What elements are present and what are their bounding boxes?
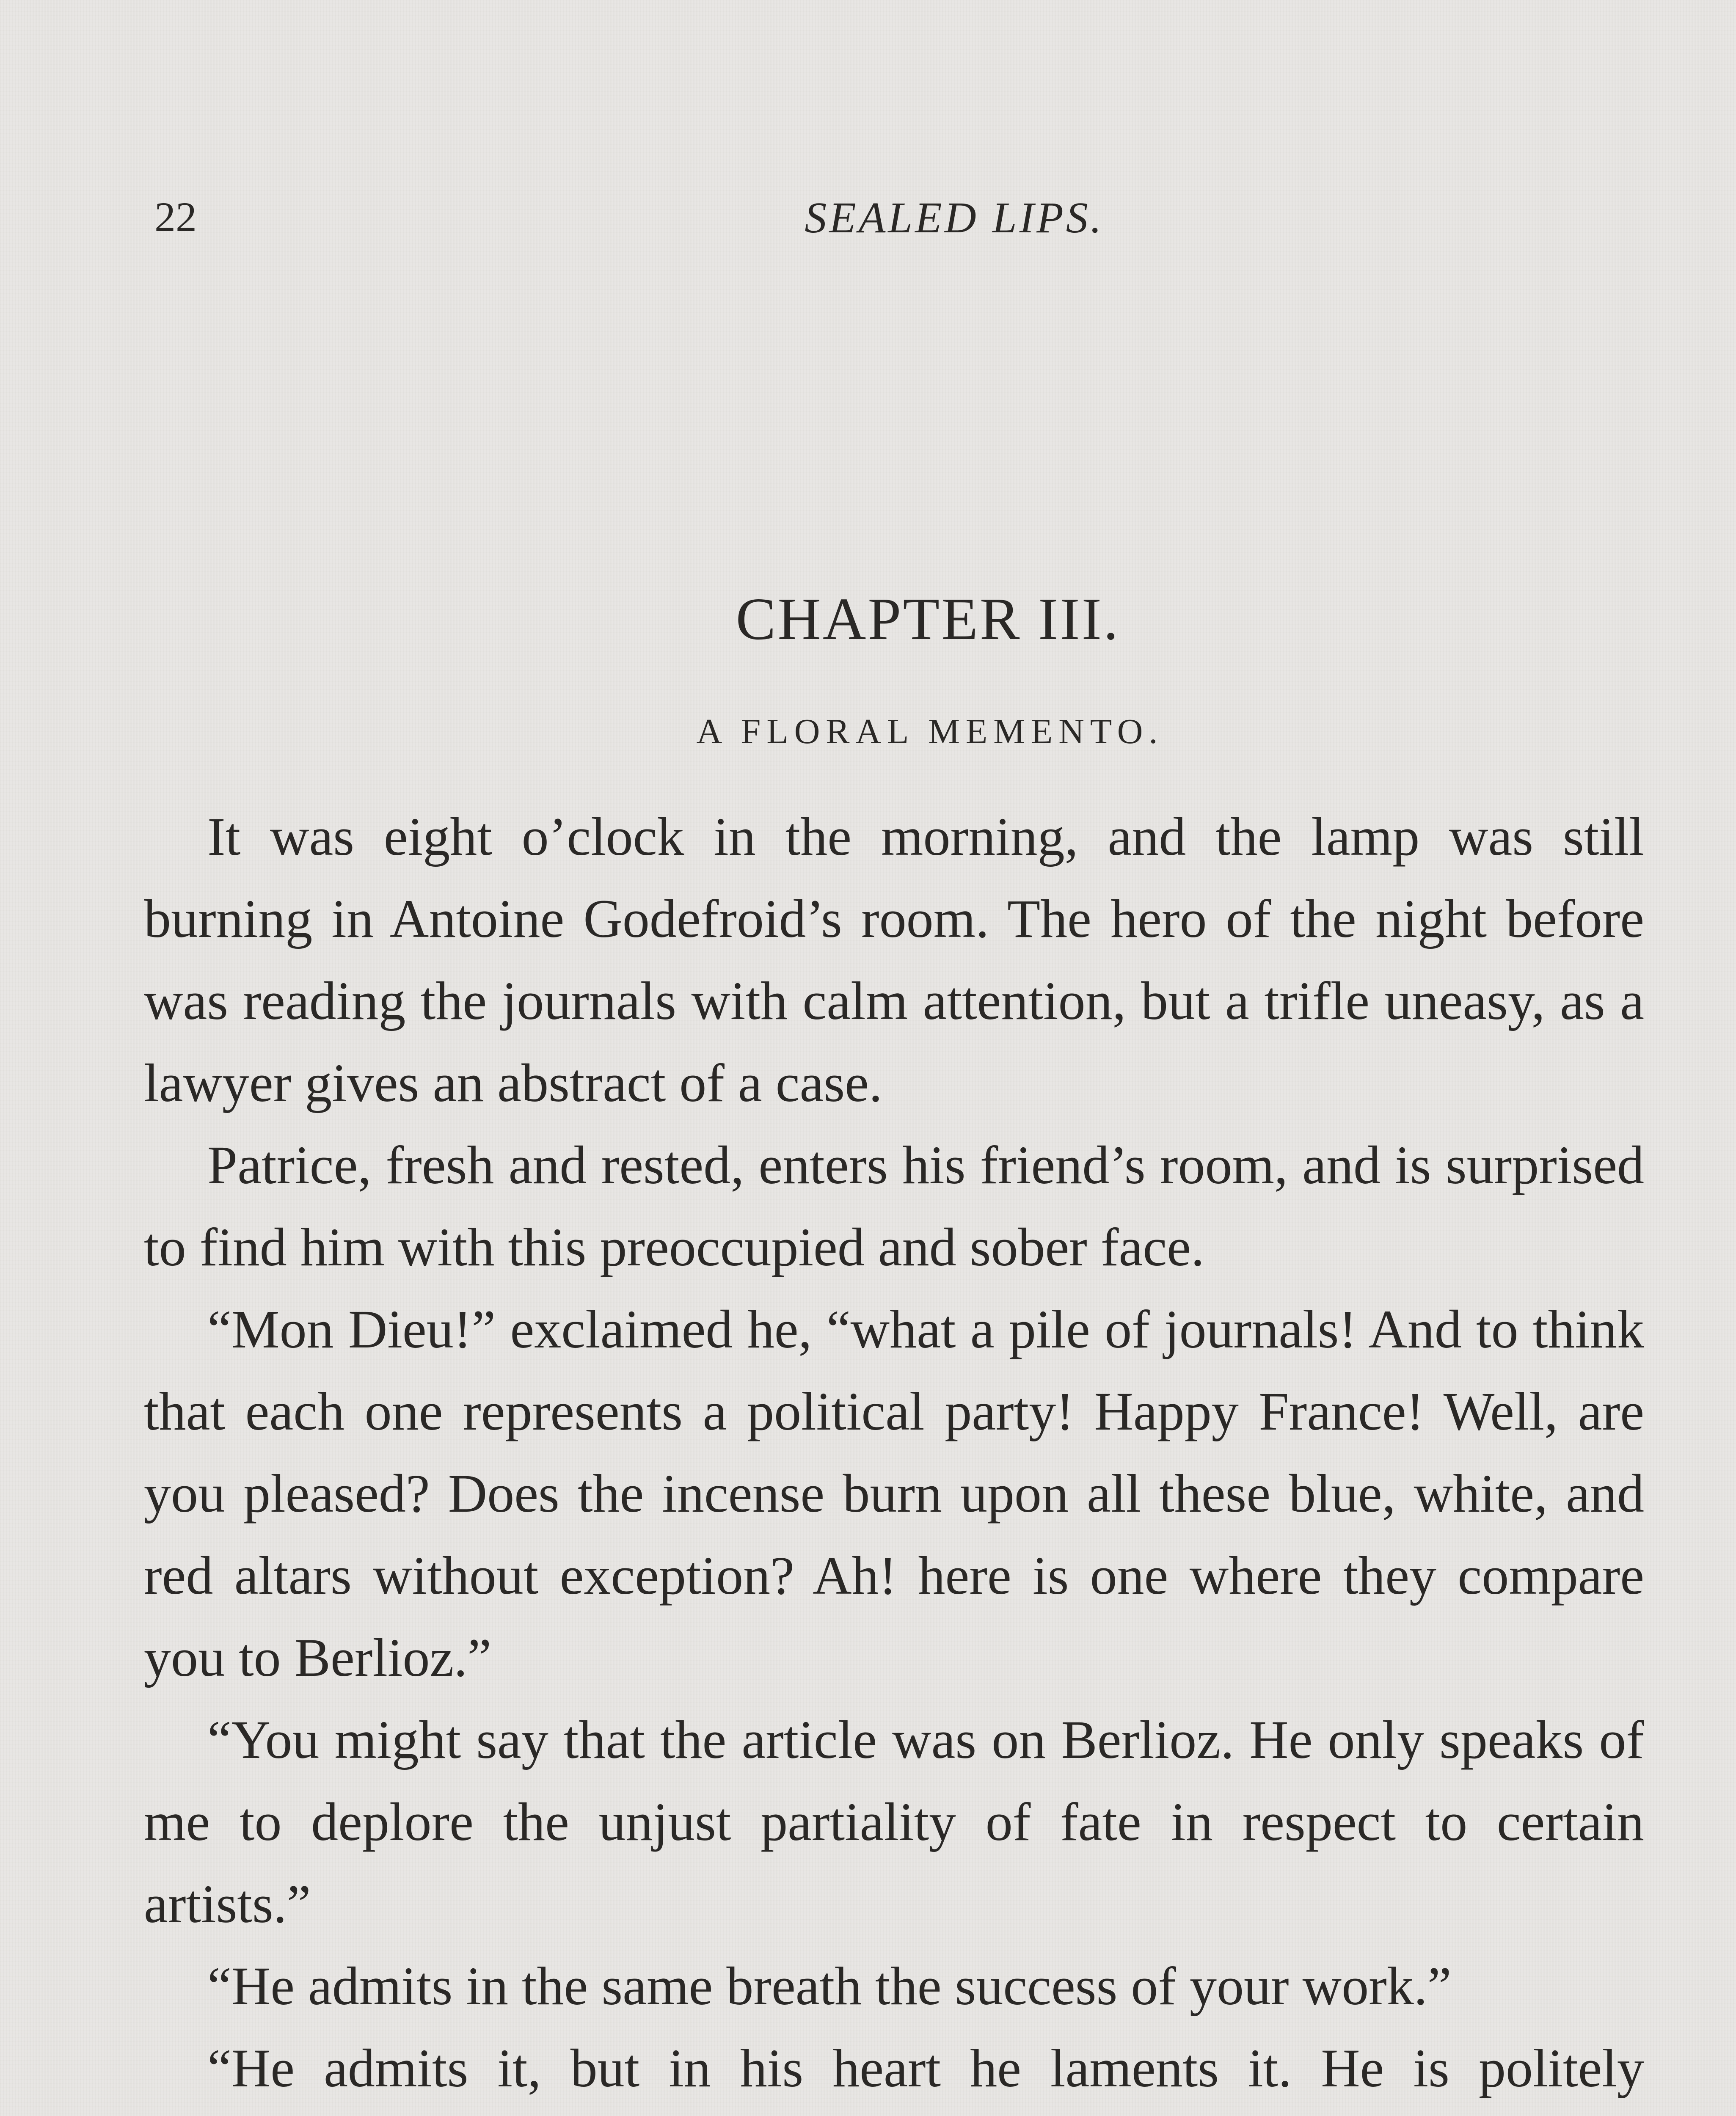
running-head bbox=[154, 193, 1644, 260]
paragraph-1: It was eight o’clock in the morning, and the lamp was still burning in Antoine Godefroid’s room. The hero of the night before was reading the journals with calm attention, but a trifle uneasy, as a lawyer gives an abstract of a case. bbox=[144, 807, 1644, 1113]
paragraph-6: “He admits it, but in his heart he laments it. He is politely bbox=[207, 2038, 1644, 2098]
paragraph-5: “He admits in the same breath the success of your work.” bbox=[207, 1956, 1452, 2016]
page-number: 22 bbox=[154, 193, 197, 240]
paragraph-2: Patrice, fresh and rested, enters his friend’s room, and is surprised to find him with this preoccupied and sober face. bbox=[144, 1135, 1644, 1277]
running-title: SEALED LIPS. bbox=[805, 193, 1104, 242]
body-text bbox=[144, 796, 1644, 2116]
chapter-subtitle: A FLORAL MEMENTO. bbox=[696, 712, 1164, 751]
paragraph-3: “Mon Dieu!” exclaimed he, “what a pile of journals! And to think that each one represents a political party! Happy France! Well, are you pleased? Does the incense burn upon all these blue, white, and red altars without exception? Ah! here is one where they compare you to Berlioz.” bbox=[144, 1299, 1644, 1688]
paragraph-4: “You might say that the article was on Berlioz. He only speaks of me to deplore the unjust partiality of fate in respect to certain artists.” bbox=[144, 1710, 1644, 1934]
chapter-title: CHAPTER III. bbox=[736, 585, 1120, 652]
